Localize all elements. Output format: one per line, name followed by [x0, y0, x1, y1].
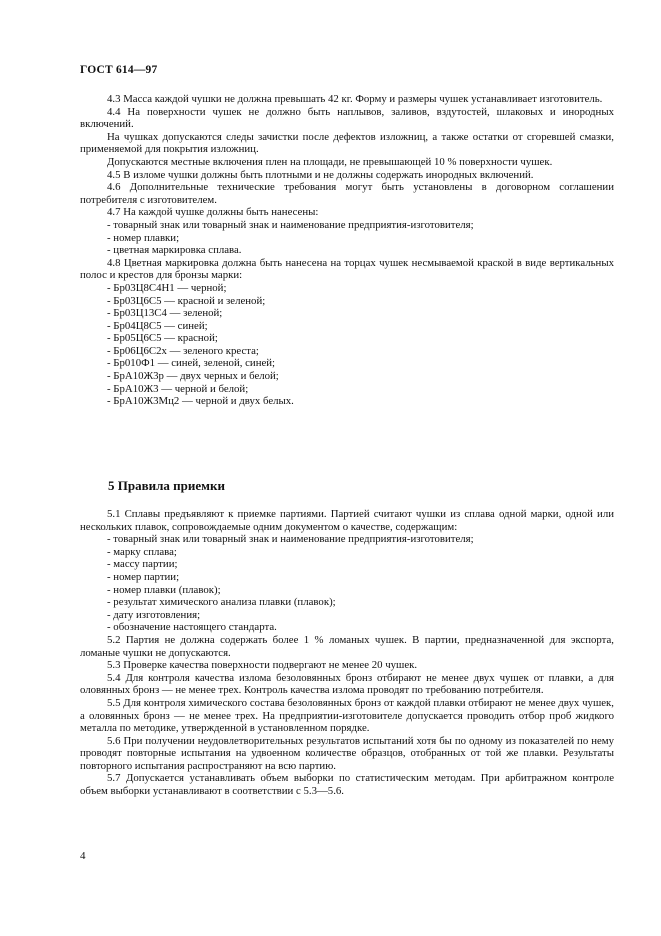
list-item: - номер плавки (плавок); [107, 583, 221, 596]
list-item: - Бр05Ц6С5 — красной; [107, 332, 218, 345]
list-item: - Бр03Ц13С4 — зеленой; [107, 307, 223, 320]
page-number: 4 [80, 850, 86, 862]
section-title: 5 Правила приемки [108, 478, 225, 493]
list-item: - товарный знак или товарный знак и наименование предприятия-изготовителя; [107, 533, 474, 546]
paragraph: 5.4 Для контроля качества излома безоловянных бронз отбирают не менее двух чушек от плавки, а для оловянных бронз — не менее трех. Контроль качества излома проводят по требованию потребителя. [80, 671, 614, 697]
list-item: - результат химического анализа плавки (плавок); [107, 596, 336, 609]
paragraph: 5.5 Для контроля химического состава безоловянных бронз от каждой плавки отбирают не менее двух чушек, а оловянных бронз — не менее трех. На предприятии-изготовителе допускается проводить отбор проб жидкого металла по методике, утвержденной в установленном порядке. [80, 696, 614, 735]
section-5-text [80, 508, 614, 798]
list-item: - Бр06Ц6С2х — зеленого креста; [107, 344, 259, 357]
paragraph: 5.2 Партия не должна содержать более 1 % ломаных чушек. В партии, предназначенной для экспорта, ломаные чушки не допускаются. [80, 633, 614, 659]
list-item: - БрА10Ж3Мц2 — черной и двух белых. [107, 395, 294, 408]
list-item: - массу партии; [107, 558, 178, 571]
paragraph: 5.6 При получении неудовлетворительных результатов испытаний хотя бы по одному из показателей по нему проводят повторные испытания на удвоенном количестве образцов, отобранных от той же плавки. Результаты повторного испытания распространяют на всю партию. [80, 734, 614, 772]
paragraph: 4.5 В изломе чушки должны быть плотными и не должны содержать инородных включений. [107, 168, 534, 181]
paragraph: 5.1 Сплавы предъявляют к приемке партиями. Партией считают чушки из сплава одной марки, одной или нескольких плавок, сопровождаемые одним документом о качестве, содержащим: [80, 508, 614, 533]
list-item: - БрА10Ж3р — двух черных и белой; [107, 370, 279, 383]
paragraph: 4.7 На каждой чушке должны быть нанесены: [107, 206, 319, 219]
list-item: - обозначение настоящего стандарта. [107, 621, 277, 634]
paragraph: 4.3 Масса каждой чушки не должна превышать 42 кг. Форму и размеры чушек устанавливает изготовитель. [107, 93, 603, 105]
paragraph: 4.4 На поверхности чушек не должно быть наплывов, заливов, вздутостей, шлаковых и инородных включений. [80, 105, 614, 131]
list-item: - номер партии; [107, 570, 180, 583]
list-item: - цветная маркировка сплава. [107, 244, 242, 257]
section-4-text [80, 93, 614, 408]
list-item: - Бр03Ц8С4Н1 — черной; [107, 281, 227, 294]
list-item: - номер плавки; [107, 231, 180, 244]
list-item: - марку сплава; [107, 545, 177, 558]
list-item: - дату изготовления; [107, 608, 201, 621]
paragraph: 4.8 Цветная маркировка должна быть нанесена на торцах чушек несмываемой краской в виде вертикальных полос и крестов для бронзы марки: [80, 256, 614, 282]
list-item: - Бр04Ц8С5 — синей; [107, 319, 208, 332]
paragraph: 5.3 Проверке качества поверхности подвергают не менее 20 чушек. [107, 659, 418, 672]
paragraph: 4.6 Дополнительные технические требования могут быть установлены в договорном соглашении потребителя с изготовителем. [80, 181, 614, 206]
paragraph: На чушках допускаются следы зачистки после дефектов изложниц, а также остатки от сгоревшей смазки, применяемой для покрытия изложниц. [80, 130, 614, 156]
list-item: - Бр03Ц6С5 — красной и зеленой; [107, 294, 266, 307]
list-item: - Бр010Ф1 — синей, зеленой, синей; [107, 357, 276, 370]
paragraph: Допускаются местные включения плен на площади, не превышающей 10 % поверхности чушек. [107, 155, 553, 168]
paragraph: 5.7 Допускается устанавливать объем выборки по статистическим методам. При арбитражном контроле объем выборки устанавливают в соответствии с 5.3—5.6. [80, 772, 614, 798]
document-header: ГОСТ 614—97 [80, 64, 158, 76]
list-item: - товарный знак или товарный знак и наименование предприятия-изготовителя; [107, 218, 474, 231]
list-item: - БрА10Ж3 — черной и белой; [107, 382, 249, 395]
